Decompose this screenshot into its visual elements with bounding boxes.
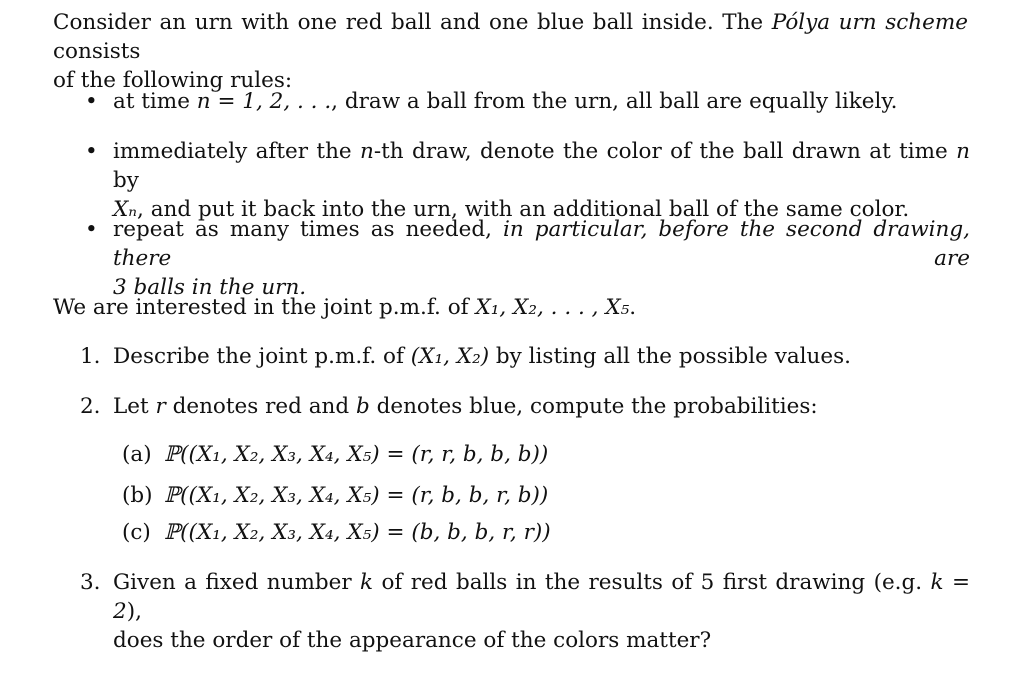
polya-term: Pólya urn scheme (771, 10, 968, 35)
rule-text-line-2: Xₙ, and put it back into the urn, with an additional ball of the same color. (113, 197, 910, 222)
math-expression: k (360, 570, 374, 595)
probability-expression: ℙ((X₁, X₂, X₃, X₄, X₅) = (r, r, b, b, b)) (164, 442, 549, 467)
math-expression: X₁, X₂, . . . , X₅ (475, 295, 630, 320)
bullet-dot-icon: • (85, 217, 98, 242)
intro-line-2: of the following rules: (53, 68, 293, 93)
question-1 (80, 342, 970, 371)
question-number: 1. (80, 344, 101, 369)
math-expression: Xₙ (113, 197, 138, 222)
bullet-dot-icon: • (85, 139, 98, 164)
subpart-b (122, 481, 822, 510)
subpart-label: (c) (122, 520, 151, 545)
rule-text: repeat as many times as needed, in particular, before the second drawing, there are (113, 217, 970, 271)
intro-paragraph (53, 8, 968, 95)
math-expression: b (355, 394, 370, 419)
question-text: Given a fixed number k of red balls in the results of 5 first drawing (e.g. k = 2), (113, 570, 970, 624)
intro-text: Consider an urn with one red ball and one blue ball inside. The (53, 10, 772, 35)
intro-line-1 (53, 8, 968, 66)
emphasis-text: 3 balls in the urn. (113, 275, 307, 300)
math-expression: k = 2 (113, 570, 970, 624)
rule-bullet-1 (85, 87, 970, 116)
question-text: Let r denotes red and b denotes blue, compute the probabilities: (113, 394, 818, 419)
math-expression: r (155, 394, 166, 419)
subpart-label: (a) (122, 442, 152, 467)
math-expression: n = 1, 2, . . . (196, 89, 332, 114)
interest-sentence: We are interested in the joint p.m.f. of X₁, X₂, . . . , X₅. (53, 295, 637, 320)
math-expression: n (956, 139, 970, 164)
bullet-dot-icon: • (85, 89, 98, 114)
intro-text: consists (53, 39, 141, 64)
math-expression: (X₁, X₂) (410, 344, 490, 369)
question-text: Describe the joint p.m.f. of (X₁, X₂) by listing all the possible values. (113, 344, 851, 369)
subpart-a (122, 440, 822, 469)
question-3 (80, 568, 970, 655)
emphasis-text: in particular, before the second drawing, there are (113, 217, 970, 271)
probability-expression: ℙ((X₁, X₂, X₃, X₄, X₅) = (r, b, b, r, b)) (164, 483, 549, 508)
question-number: 2. (80, 394, 101, 419)
question-2 (80, 392, 970, 421)
rule-text: immediately after the n-th draw, denote the color of the ball drawn at time n by (113, 139, 970, 193)
subpart-label: (b) (122, 483, 153, 508)
rule-text: at time n = 1, 2, . . ., draw a ball from the urn, all ball are equally likely. (113, 89, 898, 114)
probability-expression: ℙ((X₁, X₂, X₃, X₄, X₅) = (b, b, b, r, r)) (164, 520, 551, 545)
rule-bullet-2 (85, 137, 970, 224)
rule-bullet-3 (85, 215, 970, 302)
question-text-line-2: does the order of the appearance of the colors matter? (113, 628, 712, 653)
math-expression: n (360, 139, 374, 164)
question-number: 3. (80, 570, 101, 595)
subpart-c (122, 518, 822, 547)
